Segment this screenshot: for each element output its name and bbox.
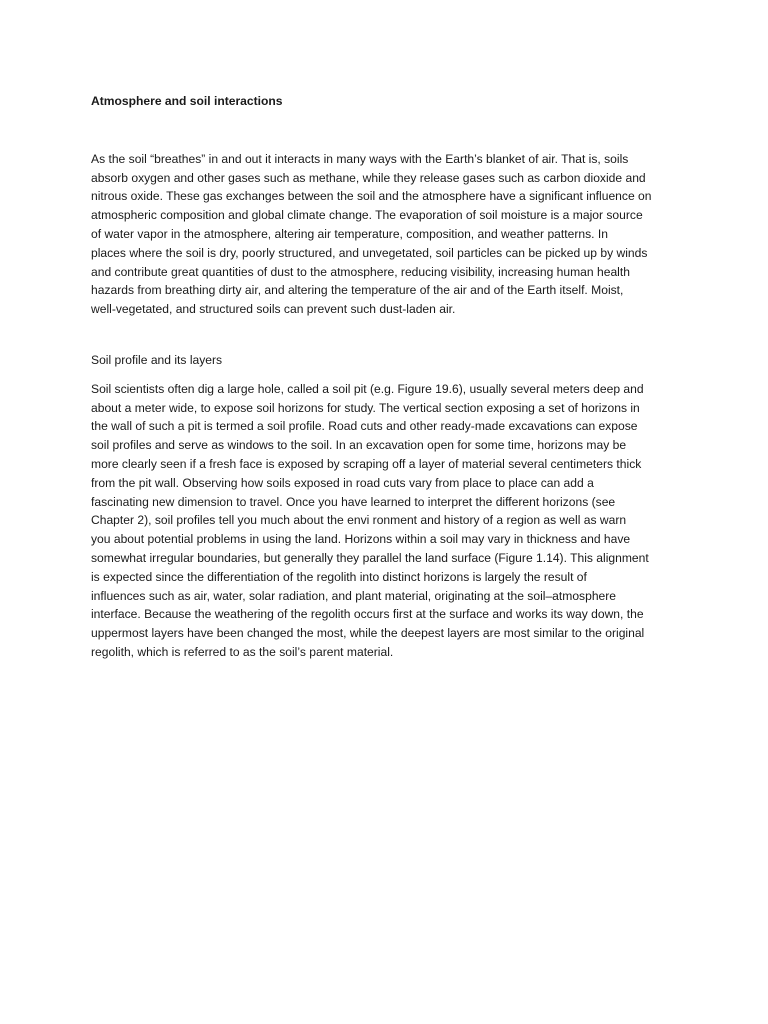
document-title: Atmosphere and soil interactions (91, 94, 283, 108)
paragraph-atmosphere-soil (91, 150, 691, 319)
text-line: about a meter wide, to expose soil horizons for study. The vertical section exposing a set of horizons in (91, 400, 640, 415)
text-line: nitrous oxide. These gas exchanges between the soil and the atmosphere have a significant influence on (91, 189, 652, 204)
text-line: absorb oxygen and other gases such as methane, while they release gases such as carbon dioxide and (91, 170, 646, 185)
text-line: you about potential problems in using the land. Horizons within a soil may vary in thickness and have (91, 532, 631, 547)
text-line: somewhat irregular boundaries, but generally they parallel the land surface (Figure 1.14). This alignment (91, 550, 649, 565)
spacer (91, 370, 691, 380)
text-line: from the pit wall. Observing how soils exposed in road cuts vary from place to place can add a (91, 475, 594, 490)
document-content (91, 92, 691, 662)
text-line: Soil scientists often dig a large hole, called a soil pit (e.g. Figure 19.6), usually several meters deep and (91, 381, 644, 396)
spacer (91, 319, 691, 351)
paragraph-soil-profile (91, 380, 691, 662)
text-line: influences such as air, water, solar radiation, and plant material, originating at the soil–atmosphere (91, 588, 617, 603)
text-line: is expected since the differentiation of the regolith into distinct horizons is largely the result of (91, 569, 587, 584)
text-line: regolith, which is referred to as the soil’s parent material. (91, 644, 394, 659)
text-line: places where the soil is dry, poorly structured, and unvegetated, soil particles can be picked up by winds (91, 245, 648, 260)
text-line: hazards from breathing dirty air, and altering the temperature of the air and of the Earth itself. Moist, (91, 283, 624, 298)
text-line: fascinating new dimension to travel. Once you have learned to interpret the different horizons (see (91, 494, 616, 509)
spacer (91, 111, 691, 150)
text-line: more clearly seen if a fresh face is exposed by scraping off a layer of material several centimeters thick (91, 456, 642, 471)
text-line: soil profiles and serve as windows to the soil. In an excavation open for some time, horizons may be (91, 438, 627, 453)
text-line: atmospheric composition and global climate change. The evaporation of soil moisture is a major source (91, 208, 643, 223)
text-line: Chapter 2), soil profiles tell you much about the envi ronment and history of a region as well as warn (91, 513, 627, 528)
text-line: and contribute great quantities of dust to the atmosphere, reducing visibility, increasing human health (91, 264, 630, 279)
text-line: uppermost layers have been changed the most, while the deepest layers are most similar to the original (91, 626, 645, 641)
text-line: the wall of such a pit is termed a soil profile. Road cuts and other ready-made excavations can expose (91, 419, 638, 434)
text-line: well-vegetated, and structured soils can prevent such dust-laden air. (91, 302, 456, 317)
text-line: As the soil “breathes” in and out it interacts in many ways with the Earth’s blanket of air. That is, soils (91, 151, 629, 166)
section-heading-soil-profile: Soil profile and its layers (91, 352, 223, 367)
text-line: of water vapor in the atmosphere, altering air temperature, composition, and weather patterns. In (91, 226, 608, 241)
text-line: interface. Because the weathering of the regolith occurs first at the surface and works its way down, the (91, 607, 644, 622)
